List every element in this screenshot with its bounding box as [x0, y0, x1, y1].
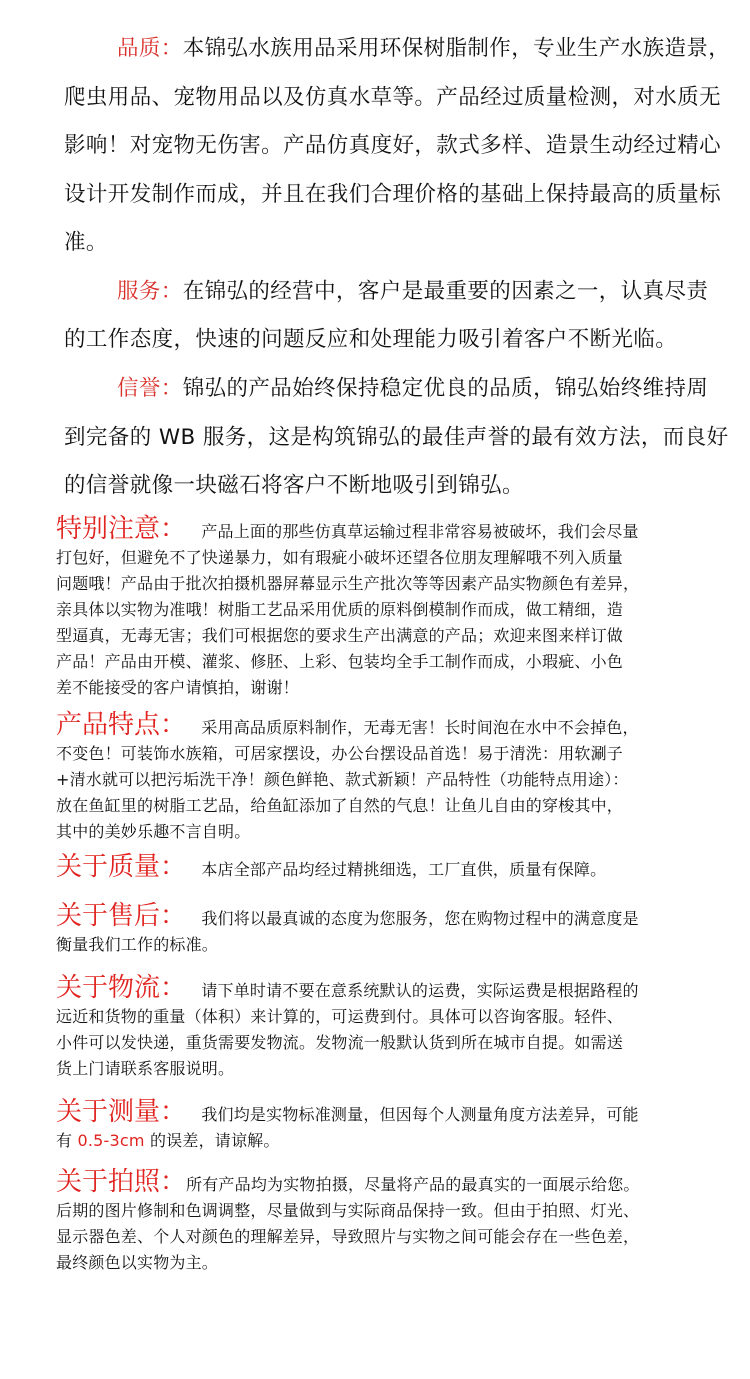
quality-line: 影响！对宠物无伤害。产品仿真度好，款式多样、造景生动经过精心	[64, 133, 722, 158]
about-logistics-line: 货上门请联系客服说明。	[56, 1059, 235, 1078]
quality-heading: 品质：	[117, 36, 183, 61]
features-line: 不变色！可装饰水族箱，可居家摆设，办公台摆设品首选！易于清洗：用软涮子	[56, 744, 624, 763]
about-measure-line: 我们均是实物标准测量，但因每个人测量角度方法差异，可能	[201, 1105, 639, 1124]
special-note-heading: 特别注意：	[56, 514, 187, 544]
quality-line: 爬虫用品、宠物用品以及仿真水草等。产品经过质量检测，对水质无	[64, 85, 722, 110]
special-note-line: 型逼真，无毒无害；我们可根据您的要求生产出满意的产品；欢迎来图来样订做	[56, 626, 624, 645]
special-note-line: 问题哦！产品由于批次拍摄机器屏幕显示生产批次等等因素产品实物颜色有差异，	[56, 574, 640, 593]
special-note-line: 亲具体以实物为准哦！树脂工艺品采用优质的原料倒模制作而成，做工精细，造	[56, 600, 624, 619]
quality-line: 准。	[64, 230, 108, 255]
tolerance-value: 0.5-3cm	[77, 1131, 145, 1150]
about-measure-heading: 关于测量：	[56, 1097, 187, 1127]
about-aftersale-heading: 关于售后：	[56, 901, 187, 931]
service-line: 的工作态度，快速的问题反应和处理能力吸引着客户不断光临。	[64, 327, 678, 352]
about-measure-line2-suffix: 的误差，请谅解。	[144, 1131, 280, 1150]
about-logistics-line: 请下单时请不要在意系统默认的运费，实际运费是根据路程的	[201, 981, 639, 1000]
about-photo-line: 所有产品均为实物拍摄，尽量将产品的最真实的一面展示给您。	[186, 1175, 640, 1194]
reputation-line: 锦弘的产品始终保持稳定优良的品质，锦弘始终维持周	[182, 376, 709, 401]
about-logistics-line: 小件可以发快递，重货需要发物流。发物流一般默认货到所在城市自提。如需送	[56, 1033, 624, 1052]
special-note-line: 差不能接受的客户请慎拍，谢谢！	[56, 678, 300, 697]
features-line: 其中的美妙乐趣不言自明。	[56, 822, 251, 841]
features-heading: 产品特点：	[56, 710, 187, 740]
quality-line: 本锦弘水族用品采用环保树脂制作，专业生产水族造景，	[182, 36, 731, 61]
service-line: 在锦弘的经营中，客户是最重要的因素之一，认真尽责	[182, 279, 709, 304]
about-aftersale-line: 我们将以最真诚的态度为您服务，您在购物过程中的满意度是	[201, 909, 639, 928]
reputation-line: 的信誉就像一块磁石将客户不断地吸引到锦弘。	[64, 473, 524, 498]
about-photo-heading: 关于拍照：	[56, 1167, 187, 1197]
quality-line: 设计开发制作而成，并且在我们合理价格的基础上保持最高的质量标	[64, 182, 722, 207]
about-measure-line2-prefix: 有	[56, 1131, 78, 1150]
about-photo-line: 最终颜色以实物为主。	[56, 1253, 219, 1272]
features-line: 采用高品质原料制作，无毒无害！长时间泡在水中不会掉色，	[201, 718, 639, 737]
about-logistics-heading: 关于物流：	[56, 973, 187, 1003]
about-logistics-line: 远近和货物的重量（体积）来计算的，可运费到付。具体可以咨询客服。轻件、	[56, 1007, 624, 1026]
service-heading: 服务：	[117, 279, 183, 304]
reputation-line: 到完备的 WB 服务，这是构筑锦弘的最佳声誉的最有效方法，而良好	[64, 425, 729, 450]
features-line: +清水就可以把污垢洗干净！颜色鲜艳、款式新颖！产品特性（功能特点用途）：	[56, 770, 629, 789]
about-photo-line: 显示器色差、个人对颜色的理解差异，导致照片与实物之间可能会存在一些色差，	[56, 1227, 640, 1246]
features-line: 放在鱼缸里的树脂工艺品，给鱼缸添加了自然的气息！让鱼儿自由的穿梭其中，	[56, 796, 624, 815]
special-note-line: 产品！产品由开模、灌浆、修胚、上彩、包装均全手工制作而成，小瑕疵、小色	[56, 652, 624, 671]
about-quality-line: 本店全部产品均经过精挑细选，工厂直供，质量有保障。	[201, 860, 607, 879]
about-quality-heading: 关于质量：	[56, 852, 187, 882]
special-note-line: 产品上面的那些仿真草运输过程非常容易被破坏，我们会尽量	[201, 522, 639, 541]
about-photo-line: 后期的图片修制和色调调整，尽量做到与实际商品保持一致。但由于拍照、灯光、	[56, 1201, 640, 1220]
reputation-heading: 信誉：	[117, 376, 183, 401]
about-aftersale-line: 衡量我们工作的标准。	[56, 935, 219, 954]
special-note-line: 打包好，但避免不了快递暴力，如有瑕疵小破坏还望各位朋友理解哦不列入质量	[56, 548, 624, 567]
